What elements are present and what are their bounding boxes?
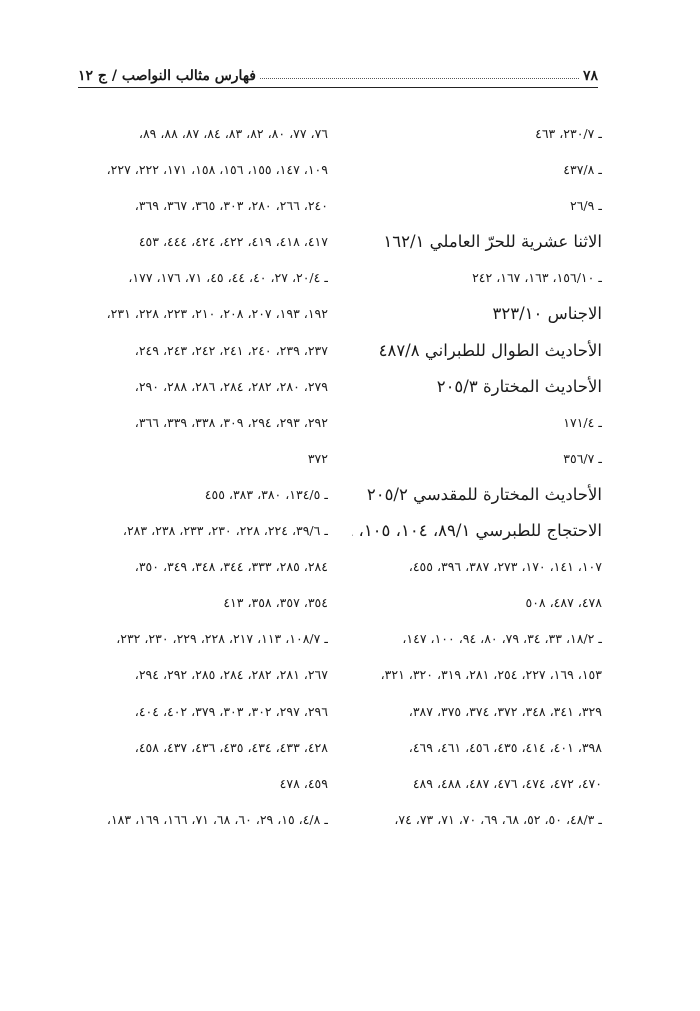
index-entry-line: ٣٧٢	[307, 450, 328, 466]
index-entry-line: ١٠٧، ١٤١، ١٧٠، ٢٧٣، ٣٨٧، ٣٩٦، ٤٥٥،	[408, 559, 602, 575]
index-entry-line: ٢٧٩، ٢٨٠، ٢٨٢، ٢٨٤، ٢٨٦، ٢٨٨، ٢٩٠،	[134, 378, 328, 394]
index-entry-line: ٢٣٧، ٢٣٩، ٢٤٠، ٢٤١، ٢٤٢، ٢٤٣، ٢٤٩،	[134, 342, 328, 358]
index-entry-line: ـ ٤/٨، ١٥، ٢٩، ٦٠، ٦٨، ٧١، ١٦٦، ١٦٩، ١٨٣،	[106, 811, 328, 827]
index-entry-line: ـ ١٠٨/٧، ١١٣، ٢١٧، ٢٢٨، ٢٢٩، ٢٣٠، ٢٣٢،	[116, 631, 328, 647]
index-entry-line: ٤٧٠، ٤٧٢، ٤٧٤، ٤٧٦، ٤٨٧، ٤٨٨، ٤٨٩	[412, 775, 602, 791]
index-entry-line: ٣٢٩، ٣٤١، ٣٤٨، ٣٧٢، ٣٧٤، ٣٧٥، ٣٨٧،	[408, 703, 602, 719]
index-entry-line: ـ ٤٣٧/٨	[563, 162, 602, 178]
page-header	[78, 64, 598, 88]
index-entry-line: ٢٨٤، ٢٨٥، ٣٣٣، ٣٤٤، ٣٤٨، ٣٤٩، ٣٥٠،	[134, 559, 328, 575]
index-entry-title: الاجناس ٣٢٣/١٠	[492, 304, 602, 324]
index-entry-line: ١٩٢، ١٩٣، ٢٠٧، ٢٠٨، ٢١٠، ٢٢٣، ٢٢٨، ٢٣١،	[106, 306, 328, 322]
index-column-left	[78, 116, 328, 838]
index-entry-line: ٢٩٦، ٢٩٧، ٣٠٢، ٣٠٣، ٣٧٩، ٤٠٢، ٤٠٤،	[134, 703, 328, 719]
index-column-right	[352, 116, 602, 838]
index-entry-line: ٣٩٨، ٤٠١، ٤١٤، ٤٣٥، ٤٥٦، ٤٦١، ٤٦٩،	[408, 739, 602, 755]
index-entry-line: ـ ١٣٤/٥، ٣٨٠، ٣٨٣، ٤٥٥	[204, 486, 328, 502]
index-entry-title: الأحاديث المختارة للمقدسي ٢٠٥/٢	[366, 484, 602, 504]
index-entry-line: ٤٥٩، ٤٧٨	[279, 775, 328, 791]
index-entry-line: ـ ٣٥٦/٧	[563, 450, 602, 466]
index-entry-line: ـ ٢٠/٤، ٢٧، ٤٠، ٤٤، ٤٥، ٧١، ١٧٦، ١٧٧،	[128, 270, 328, 286]
index-entry-line: ٢٤٠، ٢٦٦، ٢٨٠، ٣٠٣، ٣٦٥، ٣٦٧، ٣٦٩،	[134, 198, 328, 214]
running-title: فهارس مثالب النواصب / ج ١٢	[78, 68, 256, 84]
index-entry-line: ٤٧٨، ٤٨٧، ٥٠٨	[525, 595, 602, 611]
index-entry-line: ٢٦٧، ٢٨١، ٢٨٢، ٢٨٤، ٢٨٥، ٢٩٢، ٢٩٤،	[134, 667, 328, 683]
index-entry-title: الأحاديث المختارة ٢٠٥/٣	[436, 376, 602, 396]
page-number: ٧٨	[582, 68, 598, 84]
index-entry-line: ـ ١٥٦/١٠، ١٦٣، ١٦٧، ٢٤٢	[472, 270, 602, 286]
index-entry-line: ٧٦، ٧٧، ٨٠، ٨٢، ٨٣، ٨٤، ٨٧، ٨٨، ٨٩،	[138, 126, 328, 141]
index-entry-line: ـ ١٨/٢، ٣٣، ٣٤، ٧٩، ٨٠، ٩٤، ١٠٠، ١٤٧،	[402, 631, 602, 647]
index-entry-line: ١٠٩، ١٤٧، ١٥٥، ١٥٦، ١٥٨، ١٧١، ٢٢٢، ٢٢٧،	[106, 162, 328, 178]
index-entry-line: ـ ٢٣٠/٧، ٤٦٣	[535, 126, 602, 141]
index-entry-line: ـ ٣٩/٦، ٢٢٤، ٢٢٨، ٢٣٠، ٢٣٣، ٢٣٨، ٢٨٣،	[122, 523, 328, 539]
index-entry-line: ٣٥٤، ٣٥٧، ٣٥٨، ٤١٣	[223, 595, 328, 611]
index-entry-line: ـ ٤٨/٣، ٥٠، ٥٢، ٦٨، ٦٩، ٧٠، ٧١، ٧٣، ٧٤،	[394, 811, 602, 827]
index-entry-line: ـ ١٧١/٤	[563, 414, 602, 430]
index-entry-line: ٤٢٨، ٤٣٣، ٤٣٤، ٤٣٥، ٤٣٦، ٤٣٧، ٤٥٨،	[134, 739, 328, 755]
index-entry-line: ٤١٧، ٤١٨، ٤١٩، ٤٢٢، ٤٢٤، ٤٤٤، ٤٥٣	[138, 234, 328, 250]
header-dotted-leader	[260, 78, 579, 79]
index-entry-title: الاثنا عشرية للحرّ العاملي ١٦٢/١	[383, 232, 602, 252]
index-entry-line: ١٥٣، ١٦٩، ٢٢٧، ٢٥٤، ٢٨١، ٣١٩، ٣٢٠، ٣٢١،	[380, 667, 602, 683]
index-entry-line: ٢٩٢، ٢٩٣، ٢٩٤، ٣٠٩، ٣٣٨، ٣٣٩، ٣٦٦،	[134, 414, 328, 430]
index-entry-title: الاحتجاج للطبرسي ٨٩/١، ١٠٤، ١٠٥،	[358, 521, 602, 541]
index-entry-line: ـ ٢٦/٩	[570, 198, 602, 214]
index-entry-title: الأحاديث الطوال للطبراني ٤٨٧/٨	[378, 340, 602, 360]
